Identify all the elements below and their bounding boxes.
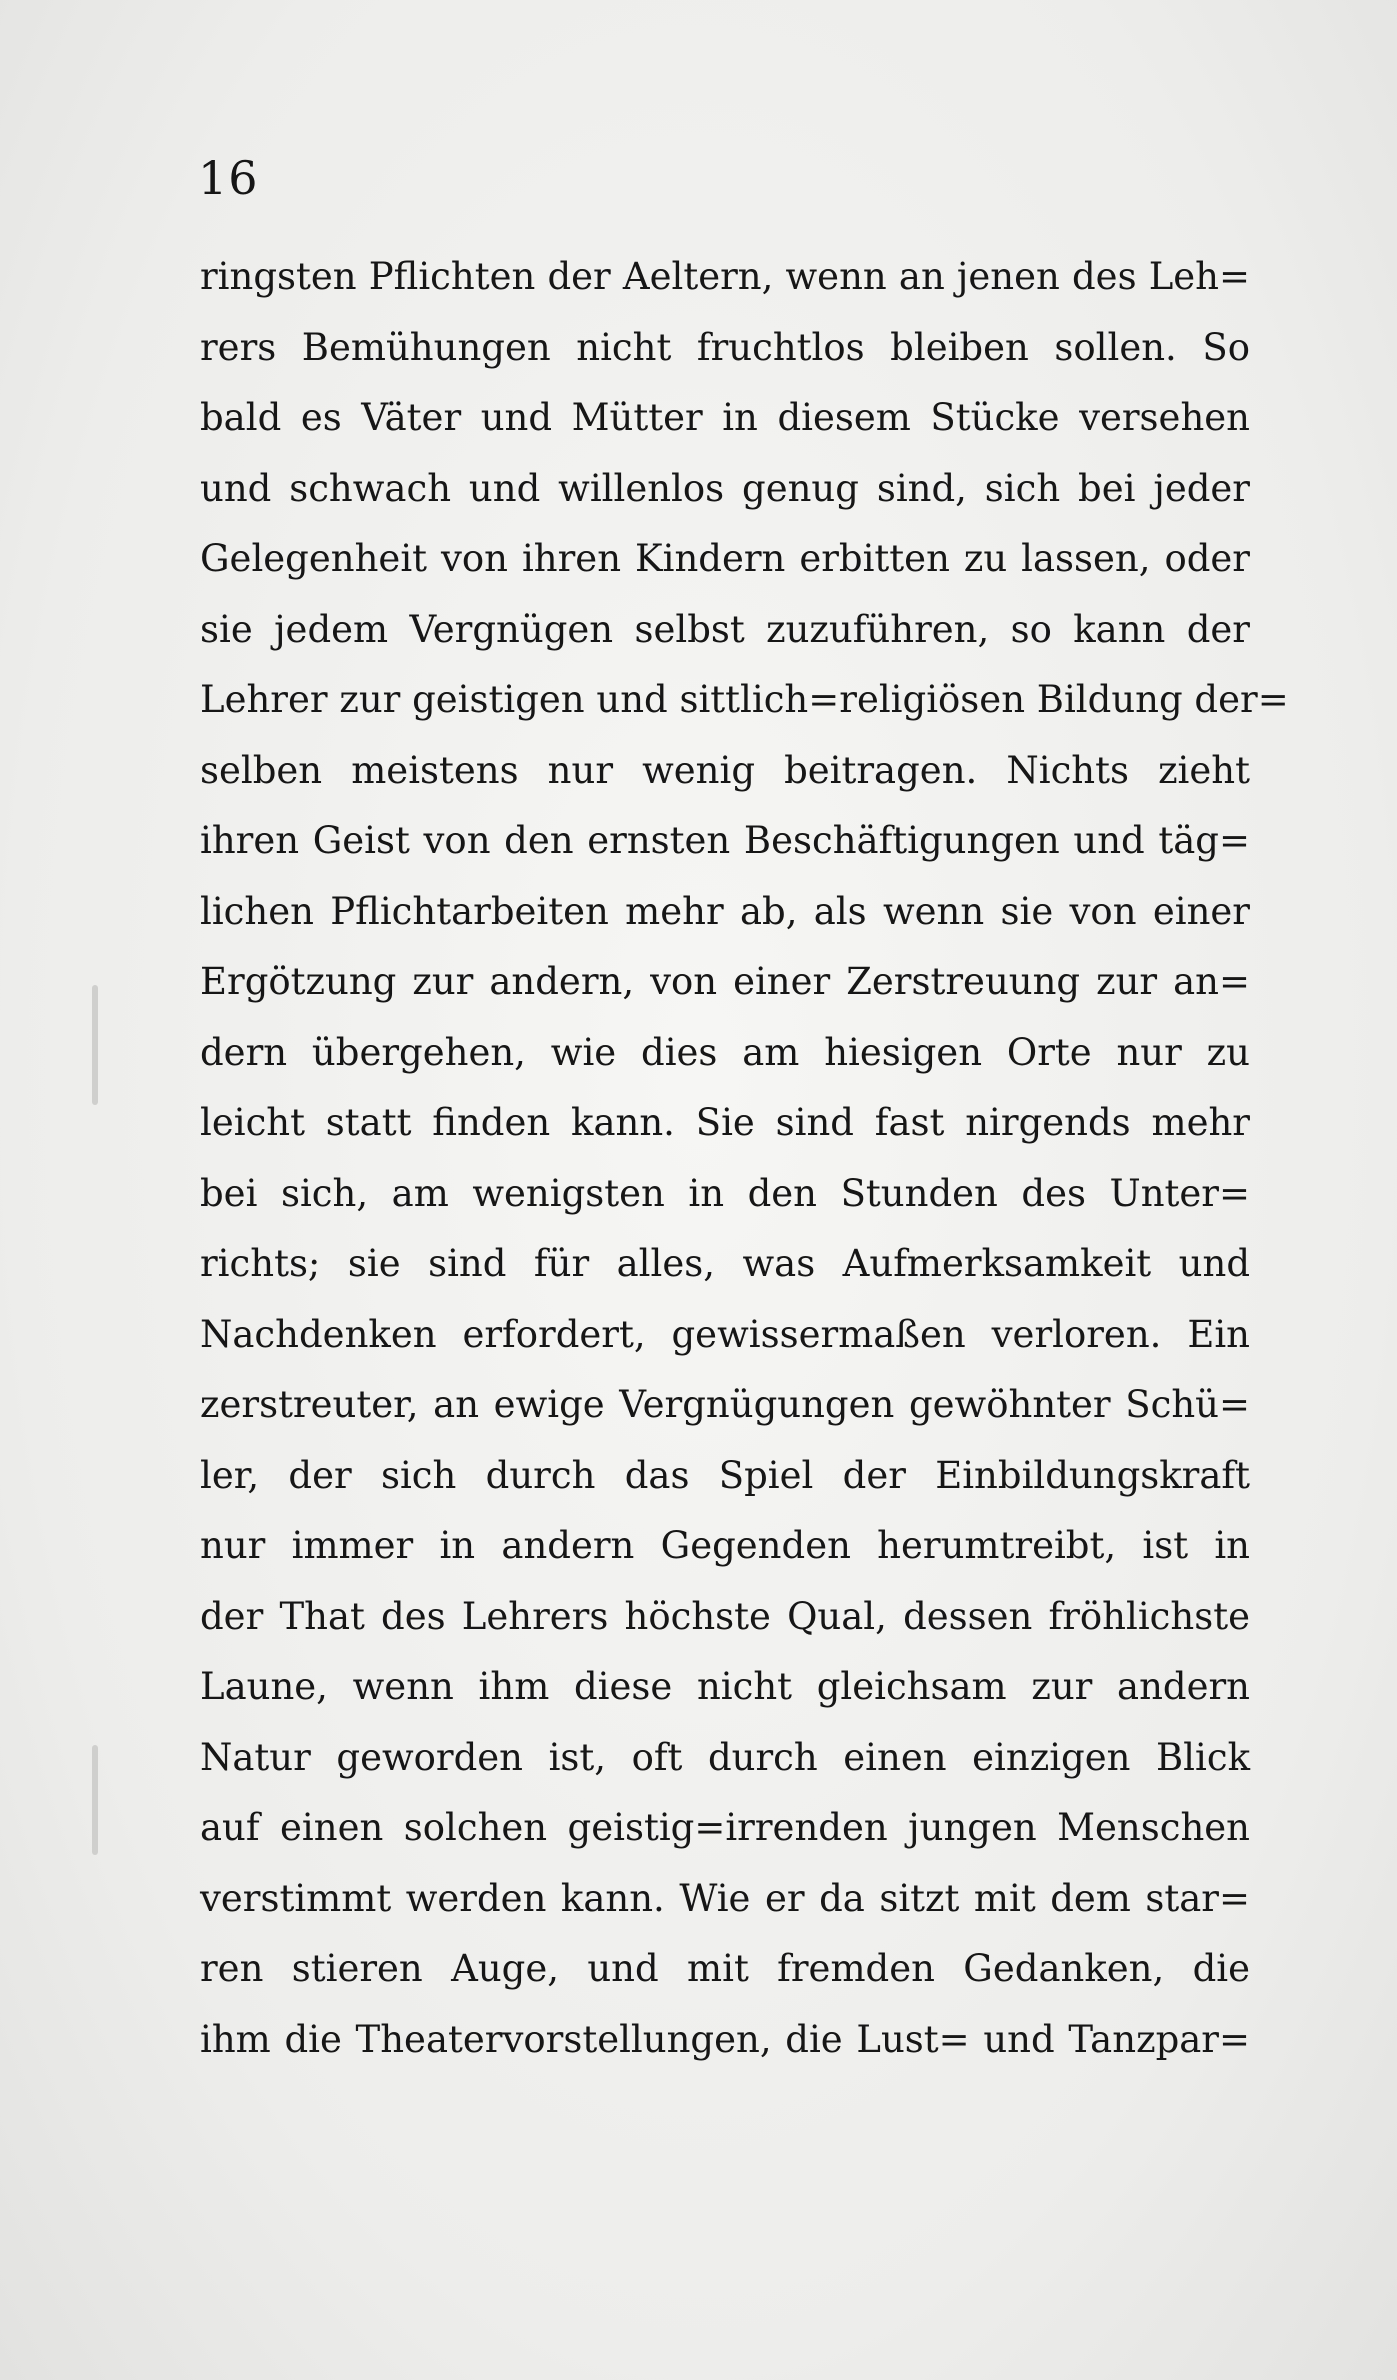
text-line: nur immer in andern Gegenden herumtreibt, ist in <box>200 1524 1250 1567</box>
text-line: ringsten Pflichten der Aeltern, wenn an jenen des Leh= <box>200 255 1250 298</box>
text-line: ihm die Theatervorstellungen, die Lust= und Tanzpar= <box>200 2017 1250 2061</box>
text-line: verstimmt werden kann. Wie er da sitzt mit dem star= <box>200 1876 1250 1920</box>
text-line: rers Bemühungen nicht fruchtlos bleiben sollen. So <box>200 325 1250 369</box>
text-line: selben meistens nur wenig beitragen. Nichts zieht <box>200 748 1250 792</box>
body-text <box>200 242 1289 2075</box>
text-line: bei sich, am wenigsten in den Stunden des Unter= <box>200 1171 1250 1215</box>
text-line: und schwach und willenlos genug sind, sich bei jeder <box>200 466 1250 510</box>
text-line: Laune, wenn ihm diese nicht gleichsam zur andern <box>200 1665 1250 1708</box>
text-line: leicht statt finden kann. Sie sind fast nirgends mehr <box>200 1101 1250 1144</box>
text-line: bald es Väter und Mütter in diesem Stücke versehen <box>200 396 1250 439</box>
page-number: 16 <box>198 151 259 205</box>
text-line: Nachdenken erfordert, gewissermaßen verloren. Ein <box>200 1312 1250 1356</box>
text-line: ler, der sich durch das Spiel der Einbildungskraft <box>200 1453 1250 1497</box>
text-line: Lehrer zur geistigen und sittlich=religiösen Bildung der= <box>200 678 1289 721</box>
text-line: zerstreuter, an ewige Vergnügungen gewöhnter Schü= <box>200 1383 1250 1426</box>
text-line: Gelegenheit von ihren Kindern erbitten zu lassen, oder <box>200 537 1250 580</box>
gutter-shadow <box>92 1745 98 1855</box>
text-line: der That des Lehrers höchste Qual, dessen fröhlichste <box>200 1594 1250 1638</box>
text-line: sie jedem Vergnügen selbst zuzuführen, so kann der <box>200 607 1250 651</box>
text-line: auf einen solchen geistig=irrenden jungen Menschen <box>200 1806 1250 1849</box>
text-line: dern übergehen, wie dies am hiesigen Orte nur zu <box>200 1030 1250 1074</box>
text-line: ren stieren Auge, und mit fremden Gedanken, die <box>200 1947 1250 1990</box>
text-line: richts; sie sind für alles, was Aufmerksamkeit und <box>200 1242 1250 1285</box>
text-line: ihren Geist von den ernsten Beschäftigungen und täg= <box>200 819 1250 862</box>
gutter-shadow <box>92 985 98 1105</box>
text-line: lichen Pflichtarbeiten mehr ab, als wenn sie von einer <box>200 889 1250 933</box>
text-line: Natur geworden ist, oft durch einen einzigen Blick <box>200 1735 1250 1779</box>
text-line: Ergötzung zur andern, von einer Zerstreuung zur an= <box>200 960 1250 1003</box>
